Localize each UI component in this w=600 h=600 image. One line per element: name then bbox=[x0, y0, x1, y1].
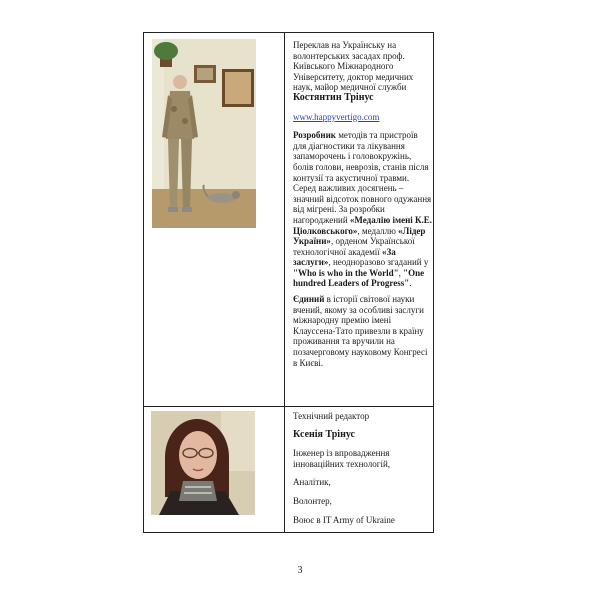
developer-text: методів та пристроїв для діагностики та лікування запаморочень і головокружінь, болів голови, неврозів, станів після контузії та акустичної травми. Серед важливих досягнень – значний відсоток повного одужання від мігрені. За розробки нагороджений bbox=[293, 130, 432, 225]
award-medal: «Медалію імені К.Е. Ціолковського» bbox=[293, 214, 433, 236]
developer-text-3: , орденом Української технологічної академії bbox=[293, 236, 415, 257]
photo-kseniia-trinus bbox=[151, 411, 255, 515]
unique-text: в історії світової науки вчений, якому за особливі заслуги міжнародну премію імені Клауссена-Тато привезли в країну проживання та вручили на позачерговому науковому Конгресі в Києві. bbox=[293, 294, 428, 368]
developer-text-2: , медаллю bbox=[357, 225, 399, 236]
book-leaders: "One hundred Leaders of Progress" bbox=[293, 267, 425, 289]
developer-label: Розробник bbox=[293, 130, 336, 141]
table-row-divider bbox=[143, 406, 434, 407]
unique-paragraph bbox=[293, 294, 433, 368]
bio-kseniia bbox=[293, 411, 433, 525]
bio-line: Волонтер, bbox=[293, 495, 332, 506]
person-name: Ксенія Трінус bbox=[293, 428, 355, 440]
award-leader: «Лідер України» bbox=[293, 225, 426, 247]
unique-label: Єдиний bbox=[293, 294, 325, 305]
developer-text-6: . bbox=[409, 278, 412, 289]
developer-paragraph bbox=[293, 130, 433, 289]
bio-line: Воює в IT Army of Ukraine bbox=[293, 514, 395, 525]
developer-text-5: , bbox=[398, 267, 404, 278]
developer-text-4: , неодноразово згаданий у bbox=[328, 257, 429, 268]
award-merit: «За заслуги» bbox=[293, 246, 396, 268]
bio-line: Інженер із впровадження інноваційних технологій, bbox=[293, 448, 391, 469]
page-number: 3 bbox=[297, 565, 303, 576]
bio-line: Аналітик, bbox=[293, 477, 331, 488]
bio-kostiantyn bbox=[293, 40, 433, 368]
website-link[interactable]: www.happyvertigo.com bbox=[293, 111, 380, 122]
book-who-is-who: "Who is who in the World" bbox=[293, 267, 399, 278]
intro-text: Переклав на Українську на волонтерських засадах проф. Київського Міжнародного Університету, доктор медичних наук, майор медичної служби bbox=[293, 40, 414, 93]
table-column-divider bbox=[284, 32, 285, 533]
photo-kostiantyn-trinus bbox=[152, 39, 256, 228]
role-text: Технічний редактор bbox=[293, 411, 370, 421]
person-name: Костянтин Трінус bbox=[293, 91, 374, 103]
